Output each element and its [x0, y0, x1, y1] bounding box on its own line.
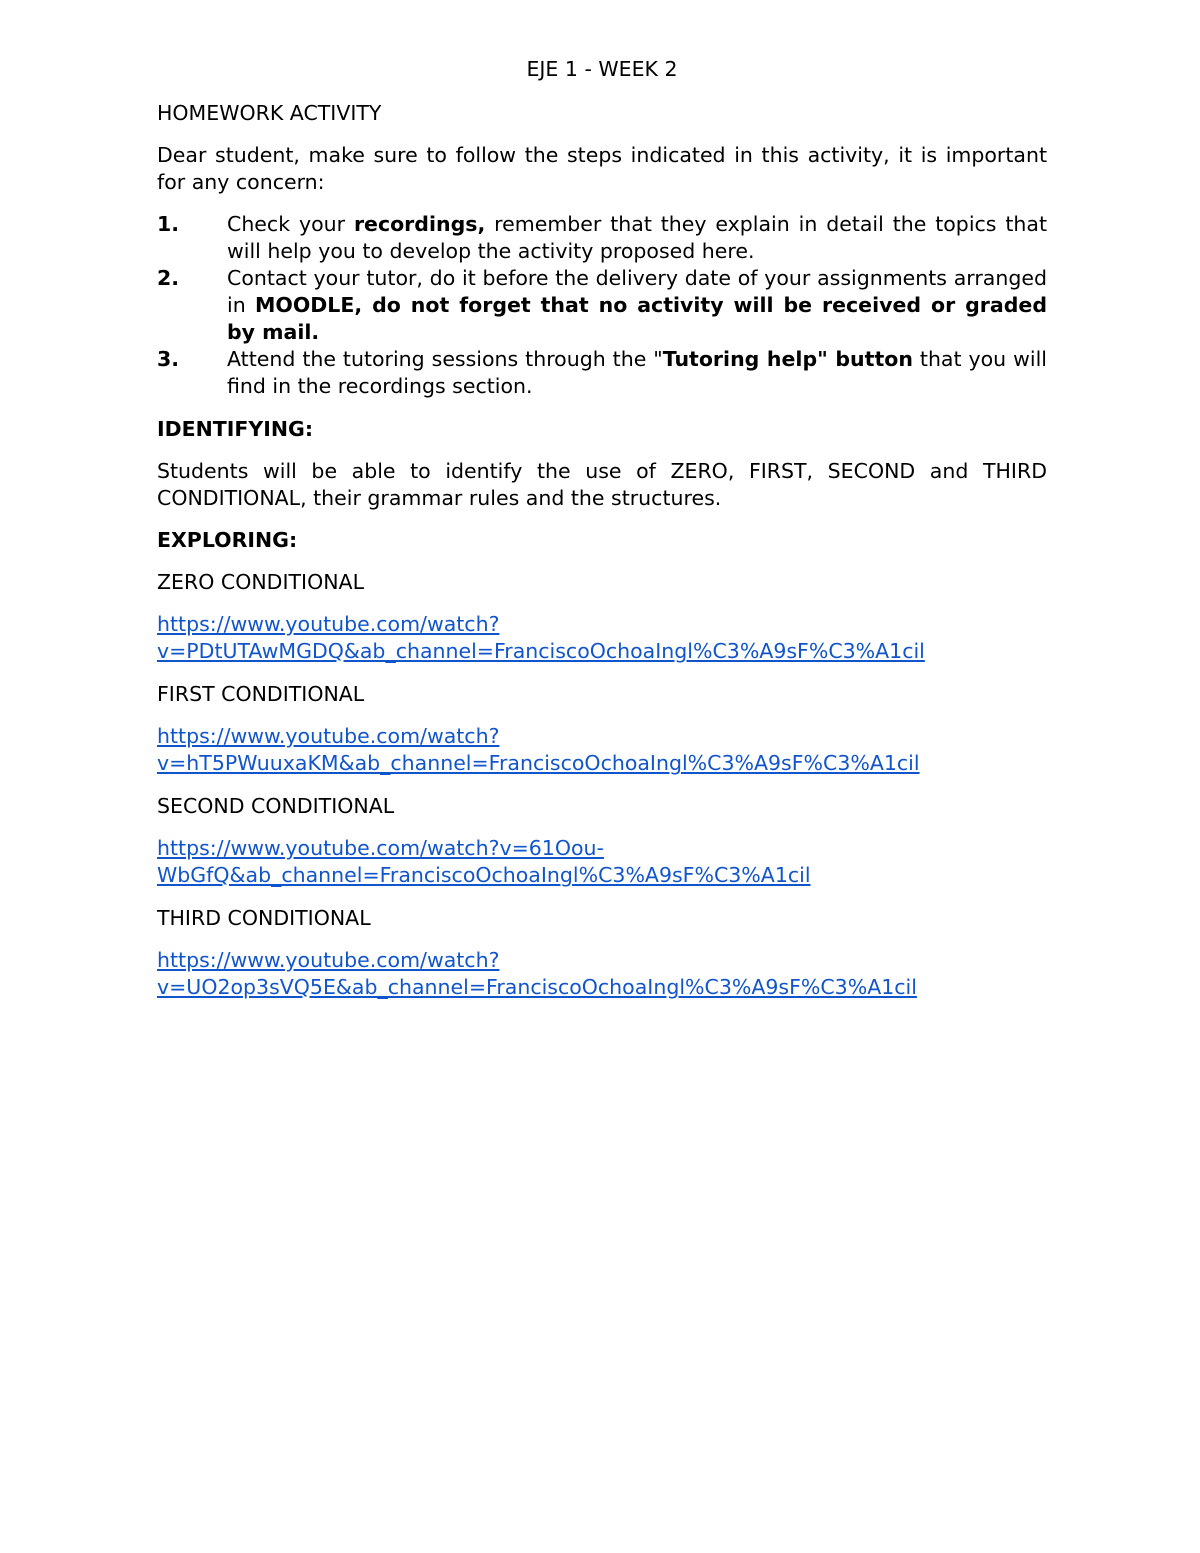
document-page: [157, 54, 1047, 1017]
exploring-heading: EXPLORING:: [157, 528, 298, 552]
step-text: that you will find in the recordings section.: [227, 347, 1047, 398]
step-number: 1.: [157, 212, 180, 236]
link-text-line[interactable]: WbGfQ&ab_channel=FranciscoOchoaIngl%C3%A9sF%C3%A1cil: [157, 863, 811, 887]
step-text: Contact your tutor, do it before the delivery date of your assignments arranged in: [227, 266, 1047, 317]
list-item: [157, 265, 1047, 346]
list-item: [157, 346, 1047, 400]
second-conditional-label: SECOND CONDITIONAL: [157, 794, 395, 818]
steps-list: [157, 211, 1047, 400]
step-text-bold: Tutoring help" button: [662, 347, 913, 371]
link-text-line[interactable]: v=UO2op3sVQ5E&ab_channel=FranciscoOchoaIngl%C3%A9sF%C3%A1cil: [157, 975, 917, 999]
step-number: 2.: [157, 266, 180, 290]
step-text: Attend the tutoring sessions through the ": [227, 347, 663, 371]
step-text-bold: MOODLE, do not forget that no activity will be received or graded by mail.: [227, 293, 1047, 344]
step-text-bold: recordings,: [353, 212, 486, 236]
link-text-line[interactable]: https://www.youtube.com/watch?: [157, 612, 500, 636]
homework-heading: HOMEWORK ACTIVITY: [157, 101, 382, 125]
intro-paragraph: Dear student, make sure to follow the steps indicated in this activity, it is important for any concern:: [157, 143, 1047, 194]
step-number: 3.: [157, 347, 180, 371]
zero-conditional-label: ZERO CONDITIONAL: [157, 570, 364, 594]
identifying-paragraph: Students will be able to identify the use of ZERO, FIRST, SECOND and THIRD CONDITIONAL, their grammar rules and the structures.: [157, 459, 1047, 510]
link-text-line[interactable]: https://www.youtube.com/watch?v=61Oou-: [157, 836, 604, 860]
third-conditional-label: THIRD CONDITIONAL: [157, 906, 371, 930]
first-conditional-link[interactable]: [157, 723, 1047, 777]
step-text: remember that they explain in detail the topics that will help you to develop the activity proposed here.: [227, 212, 1047, 263]
first-conditional-label: FIRST CONDITIONAL: [157, 682, 365, 706]
link-text-line[interactable]: https://www.youtube.com/watch?: [157, 724, 500, 748]
document-title: EJE 1 - WEEK 2: [526, 57, 678, 81]
zero-conditional-link[interactable]: [157, 611, 1047, 665]
second-conditional-link[interactable]: [157, 835, 1047, 889]
link-text-line[interactable]: v=hT5PWuuxaKM&ab_channel=FranciscoOchoaIngl%C3%A9sF%C3%A1cil: [157, 751, 920, 775]
third-conditional-link[interactable]: [157, 947, 1047, 1001]
list-item: [157, 211, 1047, 265]
link-text-line[interactable]: v=PDtUTAwMGDQ&ab_channel=FranciscoOchoaIngl%C3%A9sF%C3%A1cil: [157, 639, 925, 663]
link-text-line[interactable]: https://www.youtube.com/watch?: [157, 948, 500, 972]
step-text: Check your: [227, 212, 354, 236]
identifying-heading: IDENTIFYING:: [157, 417, 314, 441]
